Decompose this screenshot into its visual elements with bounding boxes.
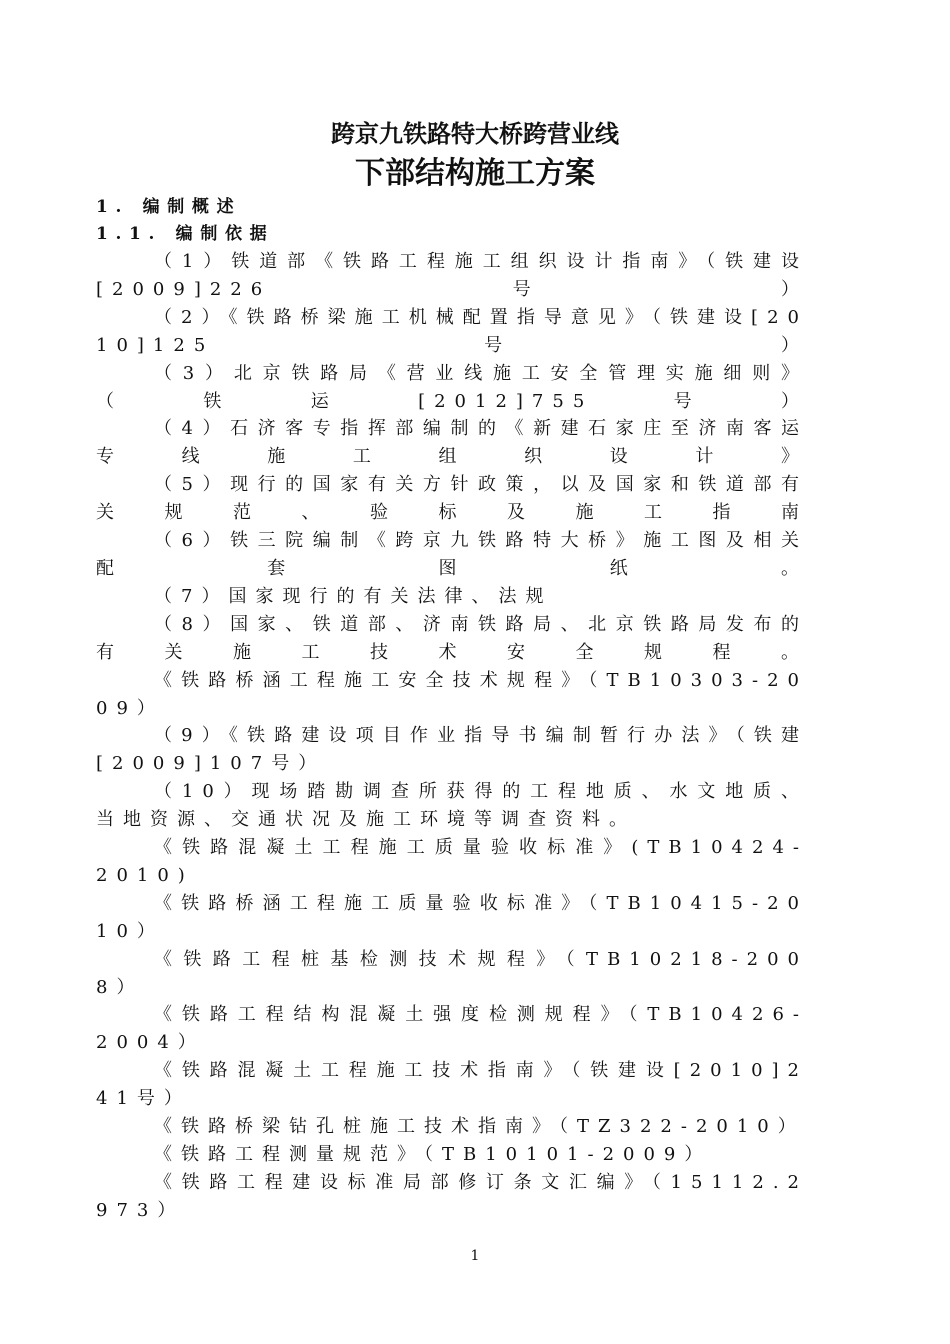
list-item: （5）现行的国家有关方针政策，以及国家和铁道部有关规范、验标及施工指南 <box>96 474 808 524</box>
list-item: （4）石济客专指挥部编制的《新建石家庄至济南客运专线施工组织设计》 <box>96 418 808 468</box>
list-item: （2）《铁路桥梁施工机械配置指导意见》（铁建设[2010]125号） <box>96 306 808 356</box>
list-item: 《铁路混凝土工程施工技术指南》（铁建设[2010]241号） <box>96 1060 808 1110</box>
list-item: （8）国家、铁道部、济南铁路局、北京铁路局发布的有关施工技术安全规程。 <box>96 613 808 663</box>
list-item: （10）现场踏勘调查所获得的工程地质、水文地质、当地资源、交通状况及施工环境等调查资料。 <box>96 781 808 831</box>
list-item: 《铁路工程桩基检测技术规程》（TB10218-2008） <box>96 948 808 998</box>
list-item: （6）铁三院编制《跨京九铁路特大桥》施工图及相关配套图纸。 <box>96 530 808 579</box>
list-item: （7）国家现行的有关法律、法规 <box>154 585 553 607</box>
list-item: 《铁路桥涵工程施工质量验收标准》（TB10415-2010） <box>96 892 808 942</box>
section-heading-1: 1. 编制概述 <box>96 197 242 217</box>
list-item: 《铁路桥梁钻孔桩施工技术指南》（TZ322-2010） <box>154 1116 805 1138</box>
list-item: （1）铁道部《铁路工程施工组织设计指南》（铁建设[2009]226号） <box>96 251 808 300</box>
list-item: 《铁路工程建设标准局部修订条文汇编》（15112.2973） <box>96 1171 808 1221</box>
section-heading-1-1: 1.1. 编制依据 <box>96 224 275 244</box>
list-item: （3）北京铁路局《营业线施工安全管理实施细则》（铁运[2012]755号） <box>96 362 808 412</box>
page-number: 1 <box>470 1248 480 1264</box>
list-item: 《铁路混凝土工程施工质量验收标准》(TB10424-2010) <box>96 837 808 886</box>
list-item: 《铁路工程测量规范》（TB10101-2009） <box>154 1144 712 1165</box>
list-item: 《铁路桥涵工程施工安全技术规程》（TB10303-2009） <box>96 669 808 719</box>
list-item: （9）《铁路建设项目作业指导书编制暂行办法》（铁建[2009]107号） <box>96 725 808 775</box>
document-title-line-2: 下部结构施工方案 <box>355 156 595 191</box>
document-title-line-1: 跨京九铁路特大桥跨营业线 <box>331 119 619 148</box>
list-item: 《铁路工程结构混凝土强度检测规程》（TB10426-2004） <box>96 1004 808 1054</box>
reference-list <box>96 248 808 1225</box>
